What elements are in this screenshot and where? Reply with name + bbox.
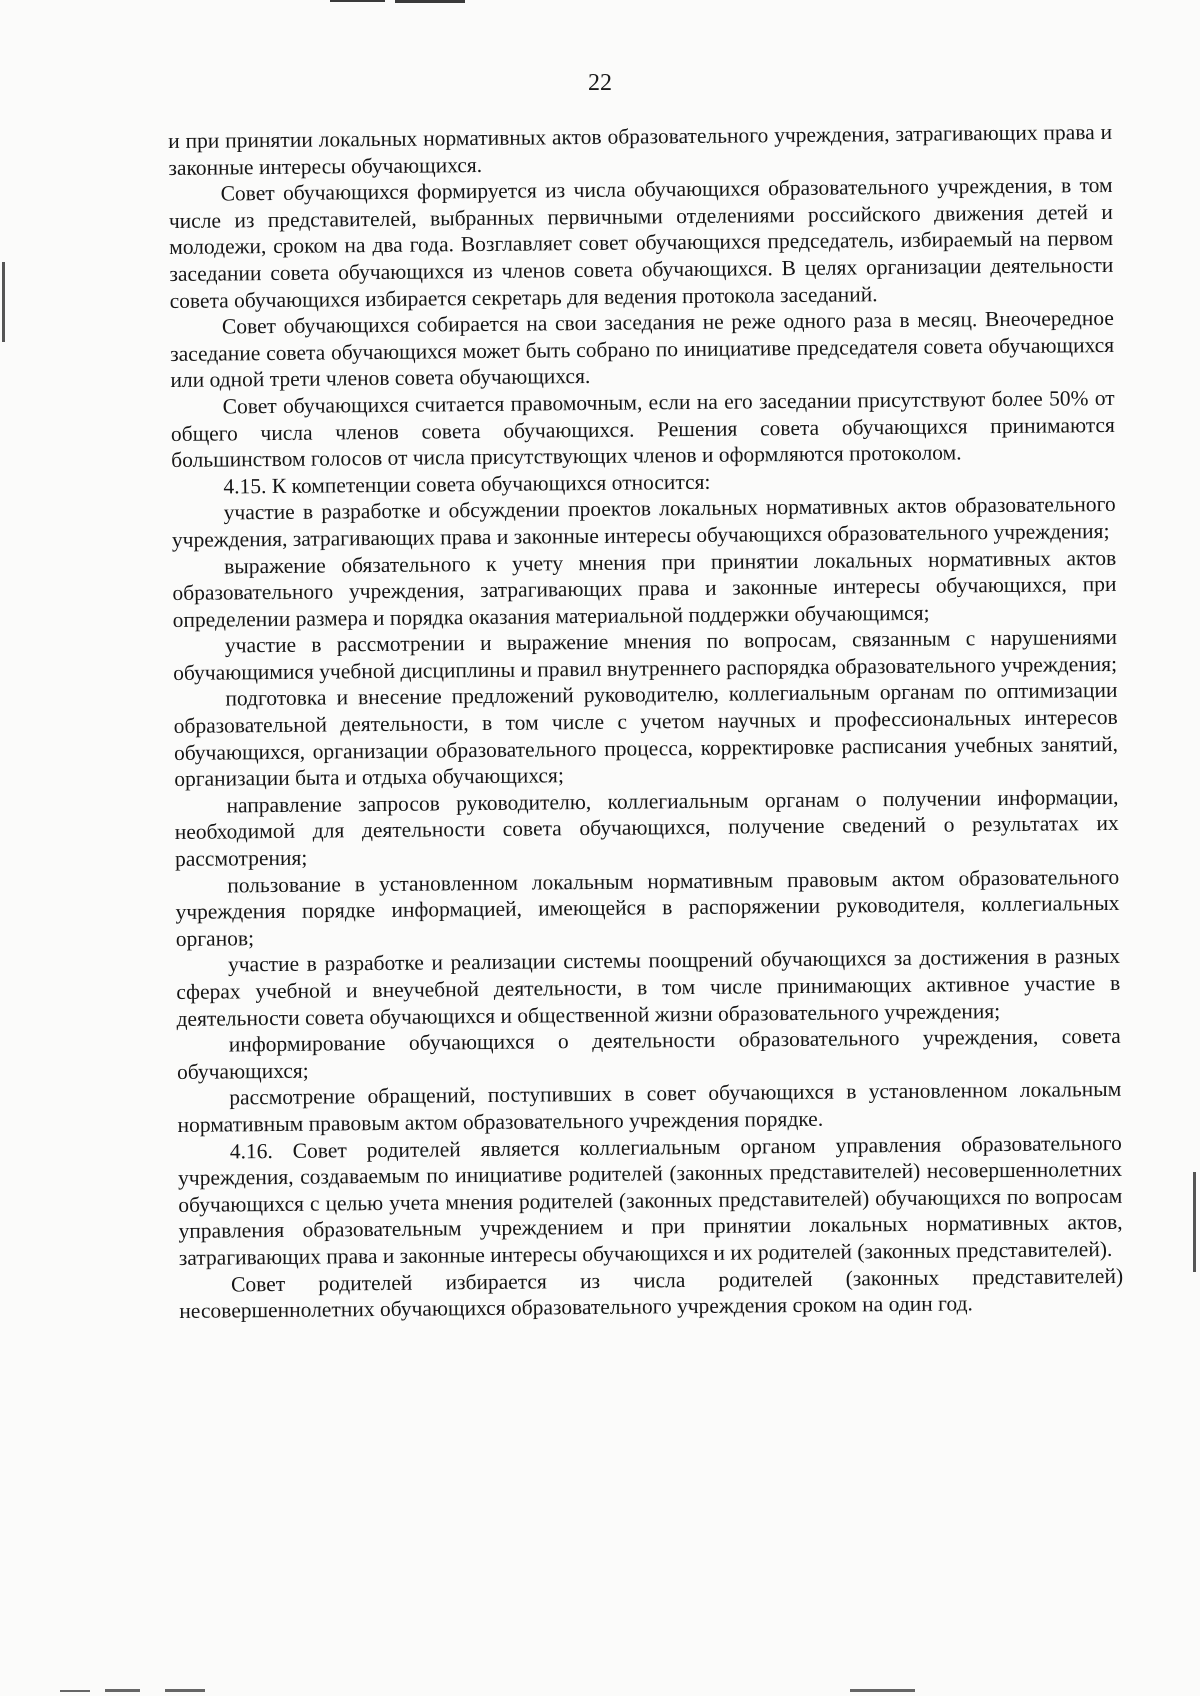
section-4-16-parent-council: 4.16. Совет родителей является коллегиальным органом управления образовательного учреждения, создаваемым по инициативе родителей (законных представителей) несовершеннолетних обучающихся с целью учета мнения родителей (законных представителей) обучающихся по вопросам управления образовательным учреждением и при принятии локальных нормативных актов, затрагивающих права и законные интересы обучающихся и их родителей (законных представителей). [177, 1130, 1123, 1270]
scan-artifact [165, 1689, 205, 1692]
paragraph-council-quorum: Совет обучающихся считается правомочным, если на его заседании присутствуют более 50% от общего числа членов совета обучающихся. Решения совета обучающихся принимаются большинством голосов от числа присутствующих членов и оформляются протоколом. [170, 385, 1116, 473]
competence-item: участие в разработке и обсуждении проектов локальных нормативных актов образовательного учреждения, затрагивающих права и законные интересы обучающихся образовательного учреждения; [171, 492, 1116, 552]
competence-item: пользование в установленном локальным нормативным правовым актом образовательного учреждения порядке информацией, имеющейся в распоряжении руководителя, коллегиальных органов; [175, 864, 1120, 951]
paragraph-continuation: и при принятии локальных нормативных актов образовательного учреждения, затрагивающих права и законные интересы обучающихся. [168, 119, 1113, 180]
scan-artifact [395, 0, 465, 3]
competence-item: направление запросов руководителю, коллегиальным органам о получении информации, необходимой для деятельности совета обучающихся, получение сведений о результатах их рассмотрения; [174, 784, 1119, 871]
competence-item: информирование обучающихся о деятельности образовательного учреждения, совета обучающихся; [176, 1024, 1121, 1084]
scan-artifact [105, 1689, 140, 1692]
competence-item: рассмотрение обращений, поступивших в совет обучающихся в установленном локальным нормативным правовым актом образовательного учреждения порядке. [177, 1077, 1122, 1137]
paragraph-council-formation: Совет обучающихся формируется из числа обучающихся образовательного учреждения, в том числе из представителей, выбранных первичными отделениями российского движения детей и молодежи, сроком на два года. Возглавляет совет обучающихся председатель, избираемый на первом заседании совета обучающихся из членов совета обучающихся. В целях организации деятельности совета обучающихся избирается секретарь для ведения протокола заседаний. [168, 173, 1114, 313]
paragraph-parent-council-election: Совет родителей избирается из числа родителей (законных представителей) несовершеннолетних обучающихся образовательного учреждения сроком на один год. [179, 1263, 1124, 1324]
page-number: 22 [588, 70, 612, 96]
competence-item: участие в рассмотрении и выражение мнения по вопросам, связанным с нарушениями обучающимися учебной дисциплины и правил внутреннего распорядка образовательного учреждения; [173, 625, 1118, 685]
competence-item: участие в разработке и реализации системы поощрений обучающихся за достижения в разных сферах учебной и внеучебной деятельности, в том числе принимающих активное участие в деятельности совета обучающихся и общественной жизни образовательного учреждения; [176, 944, 1121, 1031]
competence-item: подготовка и внесение предложений руководителю, коллегиальным органам по оптимизации образовательной деятельности, в том числе с учетом научных и профессиональных интересов обучающихся, организации образовательного процесса, корректировке расписания учебных занятий, организации быта и отдыха обучающихся; [173, 678, 1119, 792]
paragraph-council-meetings: Совет обучающихся собирается на свои заседания не реже одного раза в месяц. Внеочередное заседание совета обучающихся может быть собрано по инициативе председателя совета обучающихся или одной трети членов совета обучающихся. [170, 306, 1115, 393]
document-body [168, 119, 1123, 1325]
competence-item: выражение обязательного к учету мнения при принятии локальных нормативных актов образовательного учреждения, затрагивающих права и законные интересы обучающихся, при определении размера и порядка оказания материальной поддержки обучающимся; [172, 545, 1117, 632]
scan-artifact [330, 0, 385, 2]
scan-artifact [1193, 1172, 1196, 1272]
scan-artifact [850, 1689, 915, 1692]
scan-artifact [2, 262, 5, 342]
scan-artifact [60, 1690, 90, 1692]
section-heading-4-15: 4.15. К компетенции совета обучающихся относится: [223, 469, 711, 499]
